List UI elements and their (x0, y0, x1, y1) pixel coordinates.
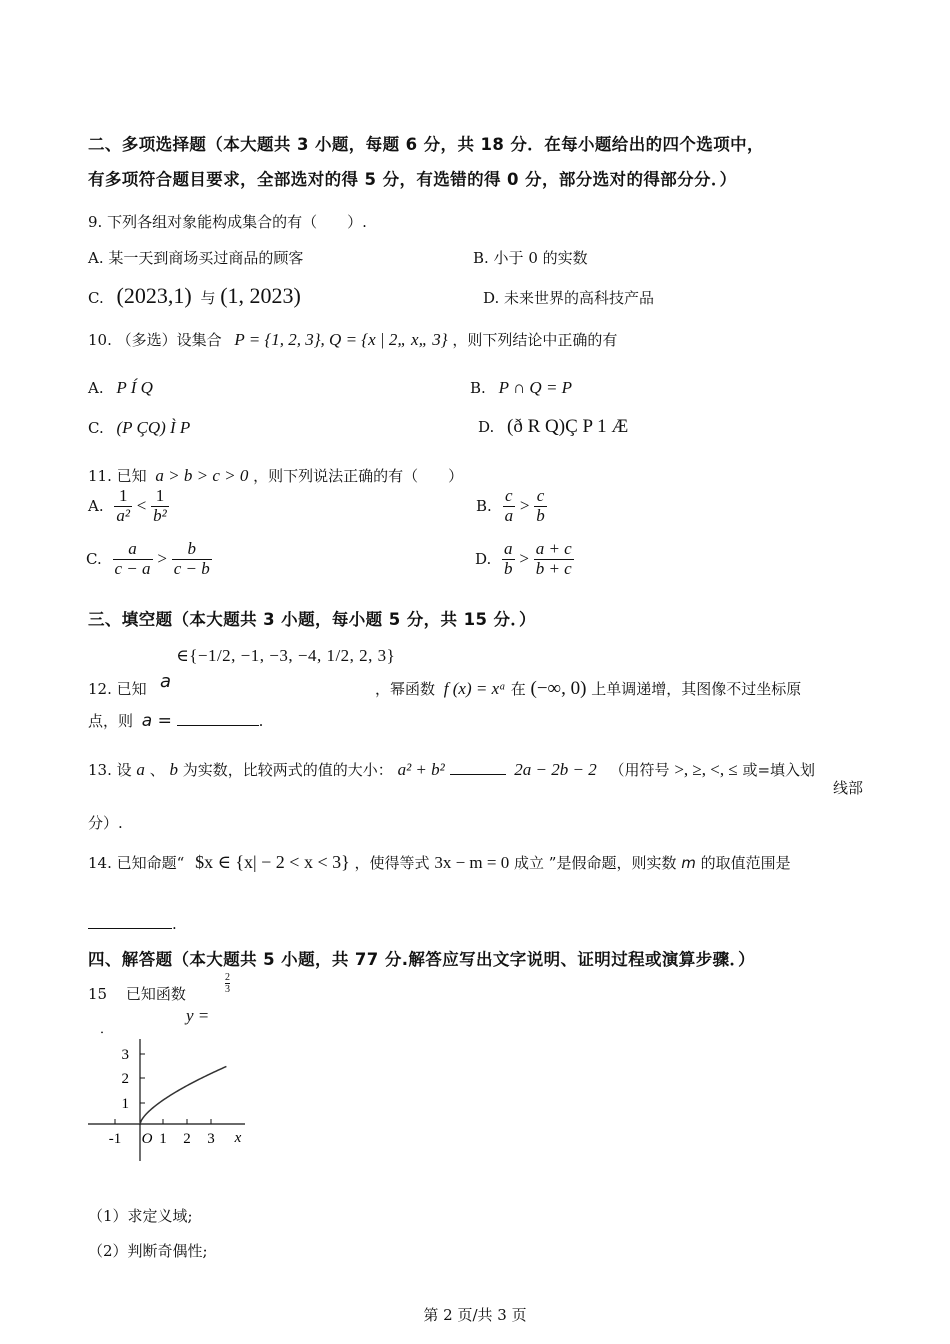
q15-part2: （2）判断奇偶性; (88, 1242, 208, 1260)
x-label-1: 1 (159, 1131, 167, 1147)
q9-option-c-pair1: (2023,1) (116, 283, 192, 308)
q9-option-c-pair2: (1, 2023) (220, 283, 301, 308)
q15-graph (85, 1035, 255, 1165)
q14-line1 (88, 852, 791, 873)
q15-exponent (225, 972, 230, 995)
q11-stem-post: ，则下列说法正确的有（ ） (253, 467, 464, 485)
q12-set: ∈{−1/2, −1, −3, −4, 1/2, 2, 3} (176, 646, 396, 665)
q10-option-c-label: C. (88, 419, 104, 437)
q11-option-c-frac2 (172, 540, 212, 578)
y-label-2: 2 (121, 1071, 129, 1087)
origin-label: O (141, 1131, 153, 1147)
q11-stem (88, 465, 463, 486)
q11-c-op: > (157, 549, 167, 569)
q9-option-d: D. 未来世界的高科技产品 (483, 289, 655, 307)
q12-in: 在 (510, 680, 526, 698)
q9-option-a: A. 某一天到商场买过商品的顾客 (88, 249, 304, 267)
section-2-heading-line2: 有多项符合题目要求，全部选对的得 5 分，有选错的得 0 分，部分选对的得部分分．） (88, 170, 737, 189)
q14-end: . (172, 915, 177, 933)
q15-stem-text: 已知函数 (125, 985, 186, 1003)
x-label-3: 3 (207, 1131, 215, 1147)
q10-option-a-math: P Í Q (116, 378, 153, 397)
q11-option-a-frac1 (114, 487, 132, 525)
q11-option-c-frac1 (113, 540, 153, 578)
q14-mid2: 成立 ”是假命题，则实数 (514, 854, 677, 872)
x-label-2: 2 (183, 1131, 191, 1147)
section-3-heading: 三、填空题（本大题共 3 小题，每小题 5 分，共 15 分．） (88, 610, 536, 629)
q11-a-n1: 1 (114, 487, 132, 507)
q12-line2 (88, 710, 263, 731)
q12-line1 (88, 678, 147, 699)
q11-option-a (88, 487, 169, 525)
q13-symbols: >, ≥, <, ≤ (674, 760, 738, 779)
q11-a-op: < (136, 496, 147, 516)
q11-option-a-label: A. (88, 497, 104, 516)
y-label-1: 1 (121, 1096, 129, 1112)
q14-mid: ，使得等式 (354, 854, 430, 872)
q13-pre: 13. 设 (88, 761, 132, 779)
q12-interval: (−∞, 0) (530, 678, 587, 699)
q11-option-b-label: B. (476, 497, 492, 516)
q13-tail2: 分）. (88, 814, 123, 832)
q11-a-d1: a² (116, 505, 130, 525)
q15-stem (88, 983, 186, 1004)
q13-sep: 、 (149, 761, 165, 779)
q13-line1 (88, 759, 815, 780)
q13-tail1: 线部 (833, 779, 864, 797)
section-2-heading-line1: 二、多项选择题（本大题共 3 小题，每题 6 分，共 18 分．在每小题给出的四个选项中， (88, 135, 764, 154)
q13-b: b (169, 760, 178, 779)
q11-option-c (86, 540, 212, 578)
q13-mid: 为实数，比较两式的值的大小： (182, 761, 393, 779)
q9-stem: 9. 下列各组对象能构成集合的有（ ）. (88, 213, 367, 231)
q11-option-d-frac2 (534, 540, 574, 578)
q11-option-d-frac1 (502, 540, 515, 578)
q11-b-d1: a (504, 505, 514, 525)
q11-option-d-label: D. (475, 550, 492, 569)
x-axis-label: x (234, 1130, 242, 1146)
q14-line2 (88, 915, 177, 933)
q14-answer-blank[interactable] (88, 928, 172, 929)
q11-b-d2: b (536, 505, 545, 525)
q14-eq: 3x − m = 0 (434, 853, 510, 872)
q15-exp-num: 2 (225, 972, 230, 983)
q11-d-op: > (519, 549, 529, 569)
q11-b-n1: c (503, 487, 516, 507)
q10-option-d-label: D. (478, 418, 495, 436)
q10-stem-math: P = {1, 2, 3}, Q = {x | 2„ x„ 3} (234, 330, 448, 349)
q12-answer-blank[interactable] (177, 725, 259, 726)
section-4-heading: 四、解答题（本大题共 5 小题，共 77 分.解答应写出文字说明、证明过程或演算步骤．） (88, 950, 756, 969)
q13-rhs: 2a − 2b − 2 (514, 760, 597, 779)
q11-c-n1: a (113, 540, 153, 560)
q10-option-a (88, 378, 153, 398)
q15-number: 15 (88, 985, 108, 1003)
q14-pre: 14. 已知命题“ (88, 854, 185, 872)
q11-d-d1: b (504, 558, 513, 578)
q13-hint: （用符号 (609, 761, 670, 779)
q9-option-c-label: C. (88, 289, 104, 307)
q11-d-d2: b + c (535, 558, 572, 578)
q10-option-d-math: (ð R Q)Ç P 1 Æ (507, 416, 629, 437)
q11-b-op: > (519, 496, 530, 516)
q12-line1-rest (375, 678, 801, 700)
q10-option-b-label: B. (470, 379, 486, 397)
q11-option-a-frac2 (151, 487, 169, 525)
q10-option-d (478, 416, 628, 438)
q9-option-c (88, 283, 301, 309)
q10-option-b (470, 378, 572, 398)
q11-c-d1: c − a (114, 558, 151, 578)
q11-a-d2: b² (153, 505, 167, 525)
q14-post: 的取值范围是 (700, 854, 791, 872)
q15-exp-den: 3 (225, 984, 230, 995)
q10-stem-pre: 10. （多选）设集合 (88, 331, 222, 349)
q10-option-b-math: P ∩ Q = P (498, 378, 573, 397)
function-curve (140, 1066, 226, 1124)
q11-a-n2: 1 (151, 487, 169, 507)
q11-option-b-frac2 (534, 487, 547, 525)
q12-mid: ，幂函数 (375, 680, 436, 698)
q11-c-d2: c − b (173, 558, 210, 578)
q10-option-c-math: (P ÇQ) Ì P (116, 418, 191, 437)
q9-option-b: B. 小于 0 的实数 (473, 249, 588, 267)
q14-m: m (681, 854, 696, 872)
q9-option-c-and: 与 (200, 289, 216, 307)
q13-a: a (136, 760, 145, 779)
q11-b-n2: c (534, 487, 547, 507)
q11-option-b (476, 487, 547, 525)
q11-stem-pre: 11. 已知 (88, 467, 147, 485)
q14-math: $x ∈ {x| − 2 < x < 3} (195, 852, 350, 872)
q15-part1: （1）求定义域; (88, 1207, 193, 1225)
q10-option-c (88, 418, 190, 438)
q11-option-b-frac1 (503, 487, 516, 525)
q12-func: f (x) = xᵃ (443, 679, 506, 698)
q12-alpha2: a = (141, 711, 172, 731)
q12-end: . (258, 712, 264, 730)
q10-stem-post: ，则下列结论中正确的有 (452, 331, 618, 349)
q11-stem-math: a > b > c > 0 (155, 466, 249, 485)
page-footer: 第 2 页/共 3 页 (423, 1306, 527, 1324)
q12-alpha-set (160, 645, 396, 692)
q10-option-a-label: A. (88, 379, 104, 397)
q13-lhs: a² + b² (397, 760, 445, 779)
q15-dot: ． (100, 1022, 114, 1037)
q11-option-d (475, 540, 574, 578)
q12-alpha: a (160, 671, 172, 692)
q10-stem (88, 329, 617, 350)
q11-d-n1: a (504, 539, 513, 558)
q13-answer-blank[interactable] (450, 774, 506, 775)
q11-d-n2: a + c (535, 539, 572, 558)
q12-post: 上单调递增，其图像不过坐标原 (591, 680, 802, 698)
q13-hint2: 或=填入划 (742, 761, 816, 779)
q15-y-equals: y = (186, 1006, 210, 1025)
q12-line2-text: 点，则 (88, 712, 134, 730)
q12-label: 12. 已知 (88, 680, 147, 698)
x-label-neg1: -1 (108, 1131, 122, 1147)
y-label-3: 3 (121, 1047, 129, 1063)
q11-option-c-label: C. (86, 550, 102, 569)
q11-c-n2: b (172, 540, 212, 560)
